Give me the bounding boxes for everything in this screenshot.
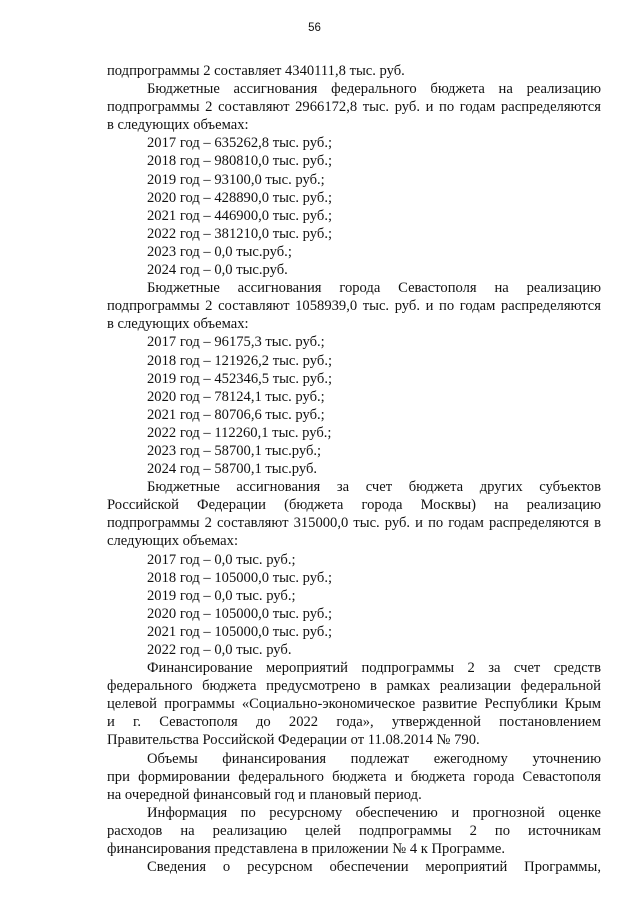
text-line: Сведения о ресурсном обеспечении мероприятий Программы, — [147, 859, 601, 876]
paragraph — [107, 478, 601, 550]
text-line: на очередной финансовый год и плановый период. — [107, 786, 422, 803]
paragraph — [107, 80, 601, 134]
text-line: Правительства Российской Федерации от 11.08.2014 № 790. — [107, 732, 480, 749]
budget-year-item: 2017 год – 0,0 тыс. руб.; — [147, 551, 296, 568]
text-line: Информация по ресурсному обеспечению и прогнозной оценке — [147, 804, 601, 821]
text-line: Объемы финансирования подлежат ежегодному уточнению — [147, 750, 601, 767]
budget-year-item: 2018 год – 121926,2 тыс. руб.; — [147, 352, 333, 369]
text-line: расходов на реализацию целей подпрограммы 2 по источникам — [107, 822, 601, 839]
budget-year-item: 2018 год – 980810,0 тыс. руб.; — [147, 153, 333, 170]
paragraph — [107, 279, 601, 333]
text-line: следующих объемах: — [107, 533, 239, 550]
paragraph — [107, 62, 601, 80]
budget-year-item: 2019 год – 93100,0 тыс. руб.; — [147, 171, 325, 188]
document-body — [107, 62, 601, 876]
text-line: федерального бюджета предусмотрено в рамках реализации федеральной — [107, 678, 601, 695]
budget-year-item: 2020 год – 105000,0 тыс. руб.; — [147, 605, 333, 622]
text-line: Бюджетные ассигнования федерального бюджета на реализацию — [147, 81, 601, 98]
text-line: подпрограммы 2 составляют 2966172,8 тыс. руб. и по годам распределяются — [107, 99, 601, 116]
text-line: в следующих объемах: — [107, 117, 249, 134]
text-line: Российской Федерации (бюджета города Москвы) на реализацию — [107, 497, 601, 514]
text-line: Финансирование мероприятий подпрограммы 2 за счет средств — [147, 660, 601, 677]
paragraph — [107, 804, 601, 858]
budget-year-item: 2020 год – 78124,1 тыс. руб.; — [147, 388, 325, 405]
budget-year-item: 2023 год – 0,0 тыс.руб.; — [147, 243, 292, 260]
budget-year-item: 2024 год – 0,0 тыс.руб. — [147, 262, 288, 279]
budget-year-item: 2021 год – 446900,0 тыс. руб.; — [147, 207, 333, 224]
budget-year-item: 2018 год – 105000,0 тыс. руб.; — [147, 569, 333, 586]
text-line: при формировании федерального бюджета и бюджета города Севастополя — [107, 768, 601, 785]
paragraph — [107, 659, 601, 749]
text-line: подпрограммы 2 составляет 4340111,8 тыс. руб. — [107, 63, 405, 79]
text-line: финансирования представлена в приложении № 4 к Программе. — [107, 841, 505, 858]
paragraph — [107, 858, 601, 876]
budget-year-item: 2019 год – 452346,5 тыс. руб.; — [147, 370, 333, 387]
budget-year-item: 2023 год – 58700,1 тыс.руб.; — [147, 442, 322, 459]
budget-year-item: 2022 год – 112260,1 тыс. руб.; — [147, 424, 332, 441]
text-line: Бюджетные ассигнования за счет бюджета других субъектов — [147, 479, 601, 496]
budget-year-item: 2017 год – 635262,8 тыс. руб.; — [147, 135, 333, 152]
budget-year-item: 2022 год – 0,0 тыс. руб. — [147, 642, 292, 658]
budget-year-item: 2020 год – 428890,0 тыс. руб.; — [147, 189, 333, 206]
paragraph — [107, 750, 601, 804]
budget-year-item: 2024 год – 58700,1 тыс.руб. — [147, 461, 318, 478]
budget-year-item: 2021 год – 80706,6 тыс. руб.; — [147, 406, 325, 423]
budget-year-item: 2017 год – 96175,3 тыс. руб.; — [147, 334, 325, 351]
budget-year-item: 2021 год – 105000,0 тыс. руб.; — [147, 623, 333, 640]
text-line: и г. Севастополя до 2022 года», утвержденной постановлением — [107, 714, 601, 731]
text-line: целевой программы «Социально-экономическое развитие Республики Крым — [107, 696, 601, 713]
text-line: подпрограммы 2 составляют 315000,0 тыс. руб. и по годам распределяются в — [107, 515, 601, 532]
text-line: подпрограммы 2 составляют 1058939,0 тыс. руб. и по годам распределяются — [107, 298, 601, 315]
budget-year-item: 2022 год – 381210,0 тыс. руб.; — [147, 225, 333, 242]
text-line: Бюджетные ассигнования города Севастополя на реализацию — [147, 280, 601, 297]
budget-year-item: 2019 год – 0,0 тыс. руб.; — [147, 587, 296, 604]
text-line: в следующих объемах: — [107, 316, 249, 333]
page-number: 56 — [308, 22, 321, 34]
